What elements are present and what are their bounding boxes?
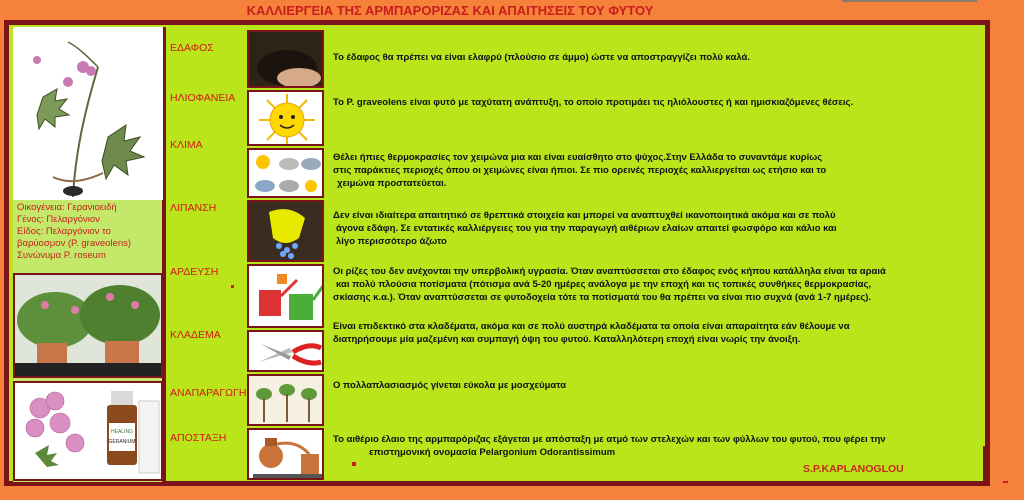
sun-icon — [247, 90, 324, 146]
bottle-brand: HEALING — [111, 429, 133, 435]
desc-line: Είναι επιδεκτικό στα κλαδέματα, ακόμα και σε πολύ αυστηρά κλαδέματα τα οποία είναι απαραίτητα εάν θέλουμε να — [333, 321, 850, 332]
label-pruning: ΚΛΑΔΕΜΑ — [170, 329, 221, 341]
bullet-marker — [231, 285, 234, 288]
taxonomy-family: Οικογένεια: Γερανιοειδή — [17, 202, 117, 213]
desc-propagation — [333, 379, 933, 392]
bullet-marker — [1003, 481, 1008, 483]
label-climate: ΚΛΙΜΑ — [170, 139, 203, 151]
label-propagation: ΑΝΑΠΑΡΑΓΩΓΗ — [170, 387, 247, 399]
taxonomy-species: Είδος: Πελαργόνιον το — [17, 226, 111, 237]
desc-line: Θέλει ήπιες θερμοκρασίες τον χειμώνα μια και είναι ευαίσθητο στο ψύχος.Στην Ελλάδα το συναντάμε κυρίως — [333, 152, 823, 163]
potted-plants-photo — [13, 273, 163, 378]
desc-fertilization — [333, 209, 933, 248]
taxonomy-species-cont: βαρύοσμον (P. graveolens) — [17, 238, 132, 249]
distiller-icon — [247, 428, 324, 480]
author-credit: S.P.KAPLANOGLOU — [803, 463, 904, 475]
fertilizer-icon — [247, 200, 324, 262]
desc-line: άγονα εδάφη. Σε εντατικές καλλιέργειες του για την παραγωγή αιθέριων ελαίων απαιτεί φωσφόρο και κάλιο και — [336, 223, 837, 234]
top-bar — [842, 0, 977, 2]
label-irrigation: ΑΡΔΕΥΣΗ — [170, 266, 219, 278]
desc-line: διατηρήσουμε μία μαζεμένη και συμπαγή όψη του φυτού. Καταλληλότερη εποχή είναι νωρίς την άνοιξη. — [333, 334, 801, 345]
botanical-illustration — [13, 27, 163, 200]
label-distillation: ΑΠΟΣΤΑΞΗ — [170, 432, 227, 444]
desc-soil — [333, 51, 933, 64]
bottle-label: GERANIUM — [108, 439, 136, 445]
desc-line: Ο πολλαπλασιασμός γίνεται εύκολα με μοσχεύματα — [333, 380, 567, 391]
desc-line: σκίασης κ.α.). Όταν αναπτύσσεται σε φυτοδοχεία τότε τα ποτίσματά του θα πρέπει να είναι πιο συχνά (ανά 1-7 ημέρες). — [333, 292, 872, 303]
taxonomy-info — [13, 202, 166, 270]
label-soil: ΕΔΑΦΟΣ — [170, 42, 214, 54]
desc-line: Το έδαφος θα πρέπει να είναι ελαφρύ (πλούσιο σε άμμο) ώστε να αποστραγγίζει πολύ καλά. — [333, 52, 751, 63]
taxonomy-synonym: Συνώνυμα P. roseum — [17, 250, 106, 261]
desc-line: χειμώνα προστατεύεται. — [337, 178, 447, 189]
bullet-marker — [352, 462, 356, 466]
watering-can-icon — [247, 264, 324, 328]
weather-icon — [247, 148, 324, 198]
taxonomy-genus: Γένος: Πελαργόνιον — [17, 214, 100, 225]
soil-icon — [247, 30, 324, 88]
label-sunlight: ΗΛΙΟΦΑΝΕΙΑ — [170, 92, 236, 104]
label-fertilization: ΛΙΠΑΝΣΗ — [170, 202, 217, 214]
desc-line: στις παράκτιες περιοχές όπου οι χειμώνες είναι ήπιοι. Σε πιο ορεινές περιοχές καλλιεργείται ως ετήσιο και το — [333, 165, 827, 176]
desc-line: λίγο περισσότερο άζωτο — [336, 236, 447, 247]
pruning-shears-icon — [247, 330, 324, 372]
desc-pruning — [333, 320, 933, 346]
desc-line: και πολύ πλούσια ποτίσματα (πότισμα ανά 5-20 ημέρες ανάλογα με την εποχή και τις τοπικές συνθήκες θερμοκρασίας, — [336, 279, 872, 290]
cuttings-icon — [247, 374, 324, 426]
desc-line: Το P. graveolens είναι φυτό με ταχύτατη ανάπτυξη, το οποίο προτιμάει τις ηλιόλουστες ή και ημισκιαζόμενες θέσεις. — [333, 97, 854, 108]
desc-distillation — [333, 433, 943, 459]
page-title: ΚΑΛΛΙΕΡΓΕΙΑ ΤΗΣ ΑΡΜΠΑΡΟΡΙΖΑΣ ΚΑΙ ΑΠΑΙΤΗΣΕΙΣ ΤΟΥ ΦΥΤΟΥ — [246, 3, 654, 18]
desc-line: επιστημονική ονομασία Pelargonium Odorantissimum — [369, 447, 616, 458]
desc-climate — [333, 151, 933, 190]
desc-line: Το αιθέριο έλαιο της αρμπαρόριζας εξάγεται με απόσταξη με ατμό των στελεχών και των φύλλων του φυτού, που φέρει την — [333, 434, 886, 445]
right-bar — [983, 446, 986, 482]
desc-line: Οι ρίζες του δεν ανέχονται την υπερβολική υγρασία. Όταν αναπτύσσεται στο έδαφος ενός κήπου κατάλληλα είναι τα αραιά — [333, 266, 886, 277]
desc-sunlight — [333, 96, 933, 109]
essential-oil-photo — [13, 381, 163, 481]
desc-irrigation — [333, 265, 933, 304]
desc-line: Δεν είναι ιδιαίτερα απαιτητικό σε θρεπτικά στοιχεία και μπορεί να αναπτυχθεί ικανοποιητικά ακόμα και σε πολύ — [333, 210, 836, 221]
